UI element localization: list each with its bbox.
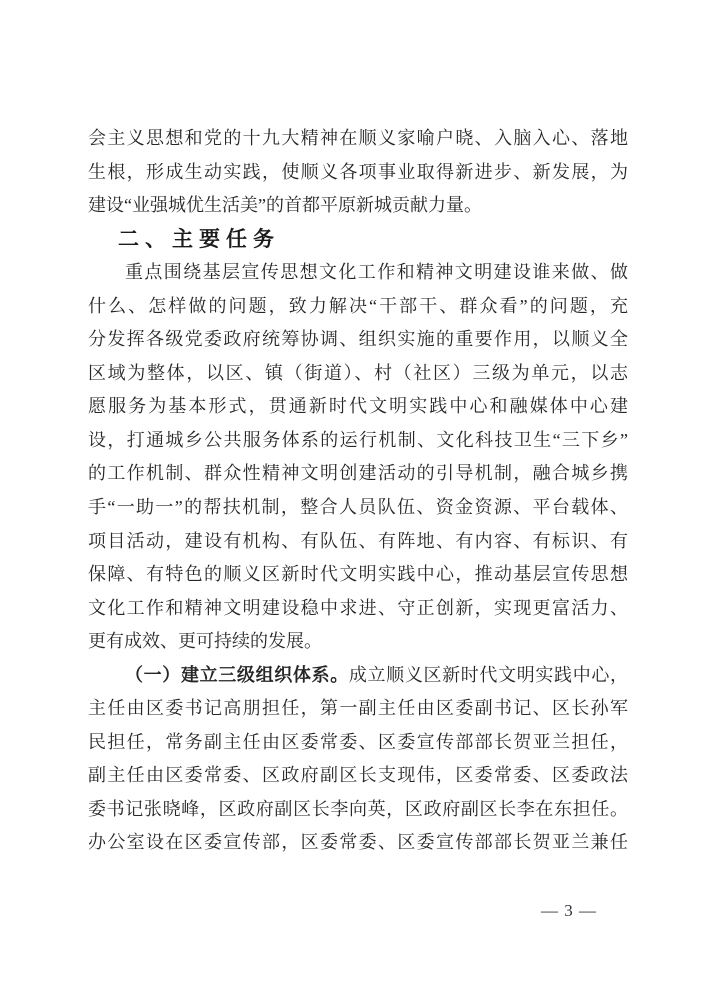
text-line <box>88 625 628 659</box>
text-run: 区域为整体，以区、镇（街道）、村（社区）三级为单元，以志 <box>88 362 628 383</box>
text-run: 副主任由区委常委、区政府副区长支现伟，区委常委、区委政法 <box>88 765 628 786</box>
text-run: 项目活动，建设有机构、有队伍、有阵地、有内容、有标识、有 <box>88 530 628 551</box>
emphasized-text-run: （一）建立三级组织体系。 <box>125 664 349 685</box>
text-run: 主任由区委书记高朋担任，第一副主任由区委副书记、区长孙军 <box>88 698 628 719</box>
text-run: 什么、怎样做的问题，致力解决“干部干、群众看”的问题，充 <box>88 295 628 316</box>
text-run: 手“一助一”的帮扶机制，整合人员队伍、资金资源、平台载体、 <box>88 497 628 518</box>
text-line <box>88 525 628 559</box>
text-line <box>88 357 628 391</box>
text-line <box>88 793 628 827</box>
text-run: 设，打通城乡公共服务体系的运行机制、文化科技卫生“三下乡” <box>88 429 628 450</box>
emphasized-text-run: 二、主要任务 <box>118 227 280 251</box>
text-line <box>88 323 628 357</box>
text-line <box>88 457 628 491</box>
text-line <box>88 558 628 592</box>
text-run: 会主义思想和党的十九大精神在顺义家喻户晓、入脑入心、落地 <box>88 128 628 148</box>
text-run: 更有成效、更可持续的发展。 <box>88 631 322 652</box>
text-line <box>88 156 628 190</box>
text-run: 愿服务为基本形式，贯通新时代文明实践中心和融媒体中心建 <box>88 396 628 417</box>
text-line <box>88 122 628 156</box>
text-line <box>88 726 628 760</box>
text-run: 文化工作和精神文明建设稳中求进、守正创新，实现更富活力、 <box>88 597 628 618</box>
text-line <box>88 390 628 424</box>
text-line <box>88 826 628 860</box>
text-run: 办公室设在区委宣传部，区委常委、区委宣传部部长贺亚兰兼任 <box>88 832 628 853</box>
text-run: 民担任，常务副主任由区委常委、区委宣传部部长贺亚兰担任， <box>88 731 628 752</box>
text-line <box>88 592 628 626</box>
text-run: 的工作机制、群众性精神文明创建活动的引导机制，融合城乡携 <box>88 463 628 484</box>
text-run: 重点围绕基层宣传思想文化工作和精神文明建设谁来做、做 <box>125 262 628 283</box>
text-run: 生根，形成生动实践，使顺义各项事业取得新进步、新发展，为 <box>88 161 628 182</box>
text-line <box>88 424 628 458</box>
text-run: 保障、有特色的顺义区新时代文明实践中心，推动基层宣传思想 <box>88 564 628 585</box>
text-run: 委书记张晓峰，区政府副区长李向英，区政府副区长李在东担任。 <box>88 798 628 819</box>
text-run: 建设“业强城优生活美”的首都平原新城贡献力量。 <box>88 195 482 216</box>
page-number: — 3 — <box>541 901 597 920</box>
document-body <box>88 122 628 860</box>
text-line <box>88 692 628 726</box>
text-line <box>88 290 628 324</box>
text-line <box>88 256 628 290</box>
text-line <box>88 491 628 525</box>
text-run: 分发挥各级党委政府统筹协调、组织实施的重要作用，以顺义全 <box>88 329 628 350</box>
text-line <box>88 189 628 223</box>
text-run: 成立顺义区新时代文明实践中心， <box>348 664 629 685</box>
section-heading <box>88 223 628 257</box>
text-line <box>88 759 628 793</box>
text-line <box>88 659 628 693</box>
